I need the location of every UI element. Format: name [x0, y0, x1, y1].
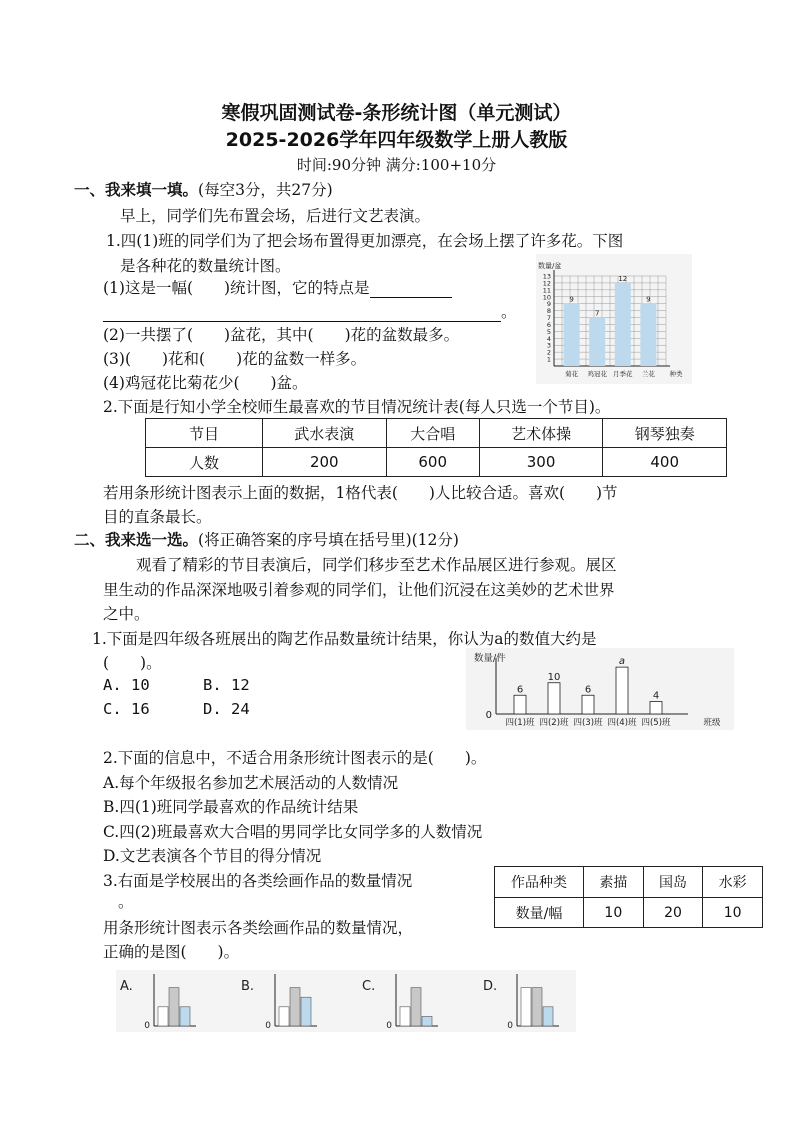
table-cell: 10	[584, 898, 644, 928]
s1-q1-line2: 是各种花的数量统计图。	[120, 257, 291, 275]
table-header-cell: 素描	[584, 867, 644, 898]
table-cell: 600	[386, 448, 479, 477]
data-label: 7	[594, 309, 600, 318]
bar	[650, 702, 662, 715]
bar	[290, 988, 300, 1026]
page-subtitle: 2025-2026学年四年级数学上册人教版	[225, 129, 568, 151]
origin-label: 0	[386, 1021, 392, 1031]
bar	[411, 988, 421, 1026]
s2-q2: 2.下面的信息中，不适合用条形统计图表示的是( )。	[103, 749, 487, 767]
x-tick-label: 四(1)班	[505, 718, 535, 728]
option-label: B.	[241, 979, 255, 994]
y-axis-label: 数量/盆	[538, 262, 562, 270]
table-header-cell: 大合唱	[386, 419, 479, 448]
table-header-cell: 水彩	[703, 867, 763, 898]
bar	[514, 695, 526, 714]
s2-q1-opt-c[interactable]: C. 16	[103, 700, 150, 718]
s2-q3-line1: 3.右面是学校展出的各类绘画作品的数量情况	[103, 872, 413, 890]
s2-q1-opt-d[interactable]: D. 24	[203, 700, 250, 718]
x-tick-label: 四(2)班	[539, 718, 569, 728]
bar	[564, 304, 580, 366]
table-header-cell: 武水表演	[263, 419, 387, 448]
y-tick-label: 3	[546, 341, 551, 350]
x-axis-label: 班级	[703, 718, 721, 728]
y-tick-label: 11	[542, 286, 551, 295]
x-tick-label: 月季花	[613, 370, 633, 378]
data-label: a	[618, 656, 626, 668]
option-charts	[116, 970, 576, 1032]
data-label: 6	[516, 684, 524, 696]
bar	[640, 304, 656, 366]
table-row-label: 数量/幅	[495, 898, 584, 928]
painting-table	[494, 866, 763, 928]
s1-q1-line1: 1.四(1)班的同学们为了把会场布置得更加漂亮，在会场上摆了许多花。下图	[106, 232, 624, 250]
s2-para1: 观看了精彩的节目表演后，同学们移步至艺术作品展区进行参观。展区	[136, 556, 617, 574]
answer-blank[interactable]	[103, 303, 501, 322]
y-tick-label: 9	[546, 300, 551, 309]
answer-blank[interactable]	[370, 279, 452, 298]
origin-label: 0	[144, 1021, 150, 1031]
x-tick-label: 四(4)班	[607, 718, 637, 728]
origin-label: 0	[485, 710, 492, 721]
y-tick-label: 6	[546, 320, 551, 329]
s2-q3-line2: 。	[118, 893, 134, 911]
pottery-bar-chart	[466, 648, 734, 730]
s2-q2-opt-d[interactable]: D.文艺表演各个节目的得分情况	[103, 847, 322, 865]
bar	[400, 1007, 410, 1026]
s1-q2-line2: 目的直条最长。	[103, 508, 212, 526]
data-label: 6	[584, 684, 592, 696]
s2-q1-opt-b[interactable]: B. 12	[203, 676, 250, 694]
s1-q1-a-line2: 。	[103, 300, 517, 322]
table-cell: 400	[603, 448, 727, 477]
section1-intro: 早上，同学们先布置会场，后进行文艺表演。	[120, 207, 431, 225]
program-table	[145, 418, 727, 477]
data-label: 9	[646, 295, 651, 304]
s2-q2-opt-c[interactable]: C.四(2)班最喜欢大合唱的男同学比女同学多的人数情况	[103, 823, 483, 841]
s2-para3: 之中。	[103, 605, 150, 623]
y-tick-label: 1	[546, 355, 551, 364]
s1-q1-d: (4)鸡冠花比菊花少( )盆。	[103, 374, 308, 392]
x-tick-label: 四(3)班	[573, 718, 603, 728]
data-label: 9	[569, 295, 574, 304]
bar	[180, 1007, 190, 1026]
y-tick-label: 8	[546, 307, 551, 316]
s2-q3-line4: 正确的是图( )。	[103, 943, 240, 961]
bar	[615, 283, 631, 366]
bar	[582, 695, 594, 714]
table-cell: 10	[703, 898, 763, 928]
s2-q3-line3: 用条形统计图表示各类绘画作品的数量情况，	[103, 919, 414, 937]
flower-bar-chart	[536, 254, 692, 384]
y-tick-label: 13	[542, 272, 551, 281]
x-tick-label: 四(5)班	[641, 718, 671, 728]
option-label: C.	[362, 979, 376, 994]
s1-q2-line1: 若用条形统计图表示上面的数据，1格代表( )人比较合适。喜欢( )节	[103, 484, 618, 502]
option-label: D.	[483, 979, 498, 994]
s2-para2: 里生动的作品深深地吸引着参观的同学们，让他们沉浸在这美妙的艺术世界	[103, 581, 615, 599]
s2-q1-line1: 1.下面是四年级各班展出的陶艺作品数量统计结果，你认为a的数值大约是	[92, 630, 597, 648]
origin-label: 0	[265, 1021, 271, 1031]
bar	[589, 318, 605, 366]
s1-q1-c: (3)( )花和( )花的盆数一样多。	[103, 350, 367, 368]
bar	[279, 1007, 289, 1026]
bar	[422, 1016, 432, 1026]
table-header-cell: 节目	[146, 419, 263, 448]
origin-label: 0	[507, 1021, 513, 1031]
s1-q1-b: (2)一共摆了( )盆花，其中( )花的盆数最多。	[103, 326, 460, 344]
x-tick-label: 菊花	[565, 370, 579, 378]
y-axis-label: 数量/件	[474, 653, 506, 664]
bar	[616, 667, 628, 714]
bar	[548, 683, 560, 714]
table-header-cell: 作品种类	[495, 867, 584, 898]
x-tick-label: 兰花	[641, 370, 655, 378]
table-cell: 20	[643, 898, 703, 928]
bar	[543, 1007, 553, 1026]
data-label: 10	[547, 671, 561, 683]
bar	[532, 988, 542, 1026]
data-label: 4	[652, 690, 660, 702]
bar	[521, 988, 531, 1026]
table-header-cell: 钢琴独奏	[603, 419, 727, 448]
x-tick-label: 鸡冠花	[587, 370, 607, 378]
y-tick-label: 7	[546, 314, 551, 323]
bar	[169, 988, 179, 1026]
exam-meta: 时间:90分钟 满分:100+10分	[296, 156, 497, 174]
s1-q2: 2.下面是行知小学全校师生最喜欢的节目情况统计表(每人只选一个节目)。	[103, 398, 611, 416]
y-tick-label: 2	[546, 348, 551, 357]
section2-heading: 二、我来选一选。(将正确答案的序号填在括号里)(12分)	[74, 531, 459, 549]
table-cell: 200	[263, 448, 387, 477]
s2-q2-opt-a[interactable]: A.每个年级报名参加艺术展活动的人数情况	[103, 774, 399, 792]
table-header-cell: 艺术体操	[479, 419, 603, 448]
bar	[301, 997, 311, 1026]
y-tick-label: 5	[546, 327, 551, 336]
y-tick-label: 4	[546, 334, 551, 343]
option-label: A.	[120, 979, 133, 994]
s2-q2-opt-b[interactable]: B.四(1)班同学最喜欢的作品统计结果	[103, 798, 359, 816]
page-title: 寒假巩固测试卷-条形统计图（单元测试）	[221, 102, 572, 124]
table-header-cell: 国岛	[643, 867, 703, 898]
table-row-label: 人数	[146, 448, 263, 477]
s2-q1-opt-a[interactable]: A. 10	[103, 676, 150, 694]
y-tick-label: 10	[542, 293, 551, 302]
data-label: 12	[618, 274, 628, 283]
bar	[158, 1007, 168, 1026]
y-tick-label: 12	[542, 279, 551, 288]
chart-background	[536, 254, 692, 384]
x-axis-label: 种类	[669, 370, 683, 378]
table-cell: 300	[479, 448, 603, 477]
s1-q1-a: (1)这是一幅( )统计图，它的特点是	[103, 276, 452, 298]
section1-heading: 一、我来填一填。(每空3分，共27分)	[74, 181, 333, 199]
s2-q1-line2: ( )。	[103, 654, 162, 672]
